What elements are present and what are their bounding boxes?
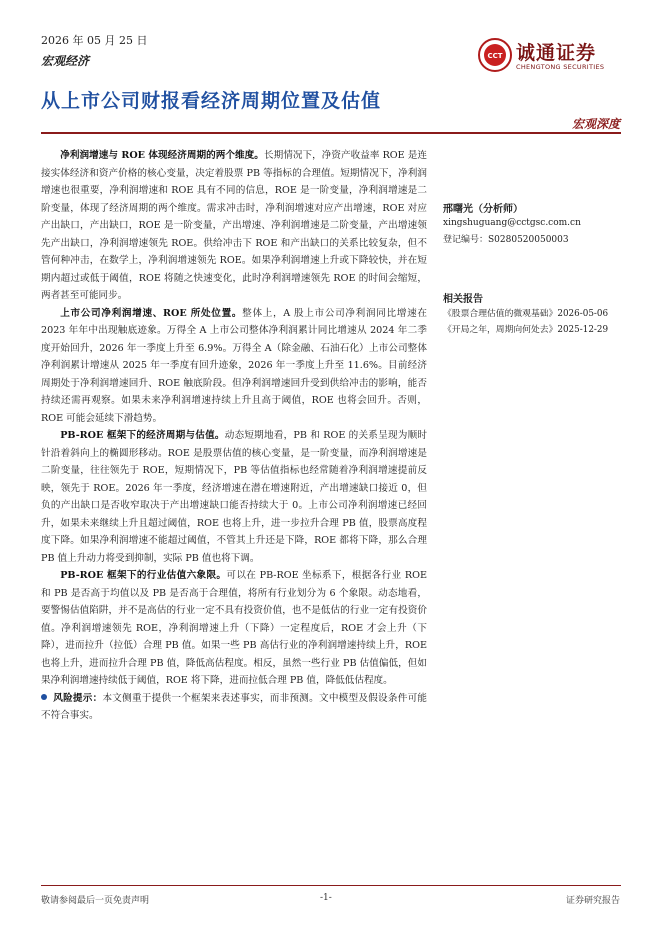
svg-text:CCT: CCT (487, 52, 503, 60)
page-number: -1- (320, 893, 332, 903)
footer-label: 证券研究报告 (565, 896, 620, 906)
related-reports-title: 相关报告 (443, 294, 483, 305)
summary-paragraph-1 (41, 147, 427, 305)
summary-paragraph-2 (41, 305, 427, 428)
risk-warning (41, 690, 427, 725)
report-type: 宏观深度 (571, 117, 620, 131)
brand-logo (478, 34, 618, 76)
brand-name-en: CHENGTONG SECURITIES (516, 63, 605, 71)
analyst-email: xingshuguang@cctgsc.com.cn (443, 218, 581, 228)
paragraph-text: 可以在 PB-ROE 坐标系下，根据各行业 ROE 和 PB 是否高于均值以及 PB 是否高于合理值，将所有行业划分为 6 个象限。动态地看，要警惕估值陷阱，并不是高估的行业一定不具有投资价值，也不是低估的行业一定有投资价值。净利润增速领先 ROE，净利润增速上升（下降）一定程度后，ROE 才会上升（下降），进而拉升（拉低）合理 PB 值。如果一些 PB 高估行业的净利润增速持续上升，ROE 也将上升，进而拉升合理 PB 值，降低高估程度。相反，虽然一些行业 PB 估值偏低，但如果净利润增速持续低于阈值，ROE 将下降，进而拉低合理 PB 值，降低低估程度。 (41, 570, 427, 686)
analyst-name: 邢曙光（分析师） (443, 204, 523, 215)
paragraph-lead: PB-ROE 框架下的经济周期与估值。 (60, 430, 225, 441)
analyst-registration: 登记编号：S0280520050003 (443, 235, 569, 245)
bullet-icon (41, 694, 47, 700)
report-title: 从上市公司财报看经济周期位置及估值 (41, 90, 382, 112)
risk-text: 本文侧重于提供一个框架来表述事实，而非预测。文中模型及假设条件可能不符合事实。 (41, 692, 428, 721)
summary-paragraph-4 (41, 567, 427, 690)
paragraph-text: 整体上，A 股上市公司净利润同比增速在 2023 年年中出现触底迹象。万得全 A 上市公司整体净利润累计同比增速从 2024 年二季度开始回升，2026 年一季度上升至 6.9%。万得全 A（除金融、石油石化）上市公司整体净利润累计增速从 2025 年一季度有回升迹象，2026 年一季度上升至 11.6%。目前经济周期处于净利润增速回升、ROE 触底阶段。但净利润增速回升受到供给冲击的影响，能否持续还需再观察。如果未来净利润增速持续上升且高于阈值，ROE 也将会回升。否则，ROE 可能会延续下滑趋势。 (41, 307, 427, 424)
paragraph-text: 动态短期地看，PB 和 ROE 的关系呈现为顺时针沿着斜向上的椭圆形移动。ROE 是股票估值的核心变量，是一阶变量，而净利润增速是二阶变量，往往领先于 ROE，短期情况下，PB 等估值指标也经常随着净利润增速提前反映，领先于 ROE。2026 年一季度，经济增速在潜在增速附近，产出增速缺口接近 0，但负的产出缺口是否收窄取决于产出增速缺口能否持续大于 0。上市公司净利润增速已经回升，如果未来继续上升且超过阈值，ROE 也将上升，进一步拉升合理 PB 值，股票高度程度下降。如果净利润增速不能超过阈值，不管其上升还是下降，ROE 都将下降，那么合理 PB 值上升动力将受到抑制，实际 PB 值也将下调。 (41, 430, 427, 564)
report-category: 宏观经济 (41, 54, 90, 68)
related-report-link[interactable]: 《股票合理估值的微观基础》2026-05-06 (443, 309, 609, 319)
paragraph-lead: 上市公司净利润增速、ROE 所处位置。 (60, 307, 243, 319)
report-date: 2026 年 05 月 25 日 (41, 34, 148, 47)
related-report-link[interactable]: 《开局之年，周期向何处去》2025-12-29 (443, 325, 609, 335)
risk-lead: 风险提示： (53, 692, 103, 704)
paragraph-lead: PB-ROE 框架下的行业估值六象限。 (60, 570, 227, 581)
brand-seal-icon (478, 38, 512, 72)
paragraph-text: 长期情况下，净资产收益率 ROE 是连接实体经济和资产价格的核心变量，决定着股票 PB 等指标的合理值。短期情况下，净利润增速也很重要，净利润增速和 ROE 具有不同的信息，ROE 是一阶变量，净利润增速是二阶变量，体现了经济周期的两个维度。需求冲击时，净利润增速对应产出增速，ROE 对应产出缺口，产出缺口，ROE 是一阶变量，产出增速、净利润增速是二阶变量，产出增速领先产出缺口，净利润增速领先 ROE。供给冲击下 ROE 和产出缺口的关系比较复杂，但不管何种冲击，在数学上，净利润增速领先 ROE。如果净利润增速上升或下降较快，并在短期内超过或低于阈值，ROE 将随之快速变化，此时净利润增速领先 ROE 的时间会缩短，两者甚至可能同步。 (41, 150, 427, 301)
brand-name: 诚通证券 (516, 42, 597, 64)
summary-paragraph-3 (41, 427, 427, 567)
main-summary (41, 147, 427, 725)
paragraph-lead: 净利润增速与 ROE 体现经济周期的两个维度。 (60, 150, 264, 161)
footer-disclaimer: 敬请参阅最后一页免责声明 (41, 896, 150, 906)
header-divider (41, 132, 621, 134)
footer-divider (41, 885, 621, 886)
